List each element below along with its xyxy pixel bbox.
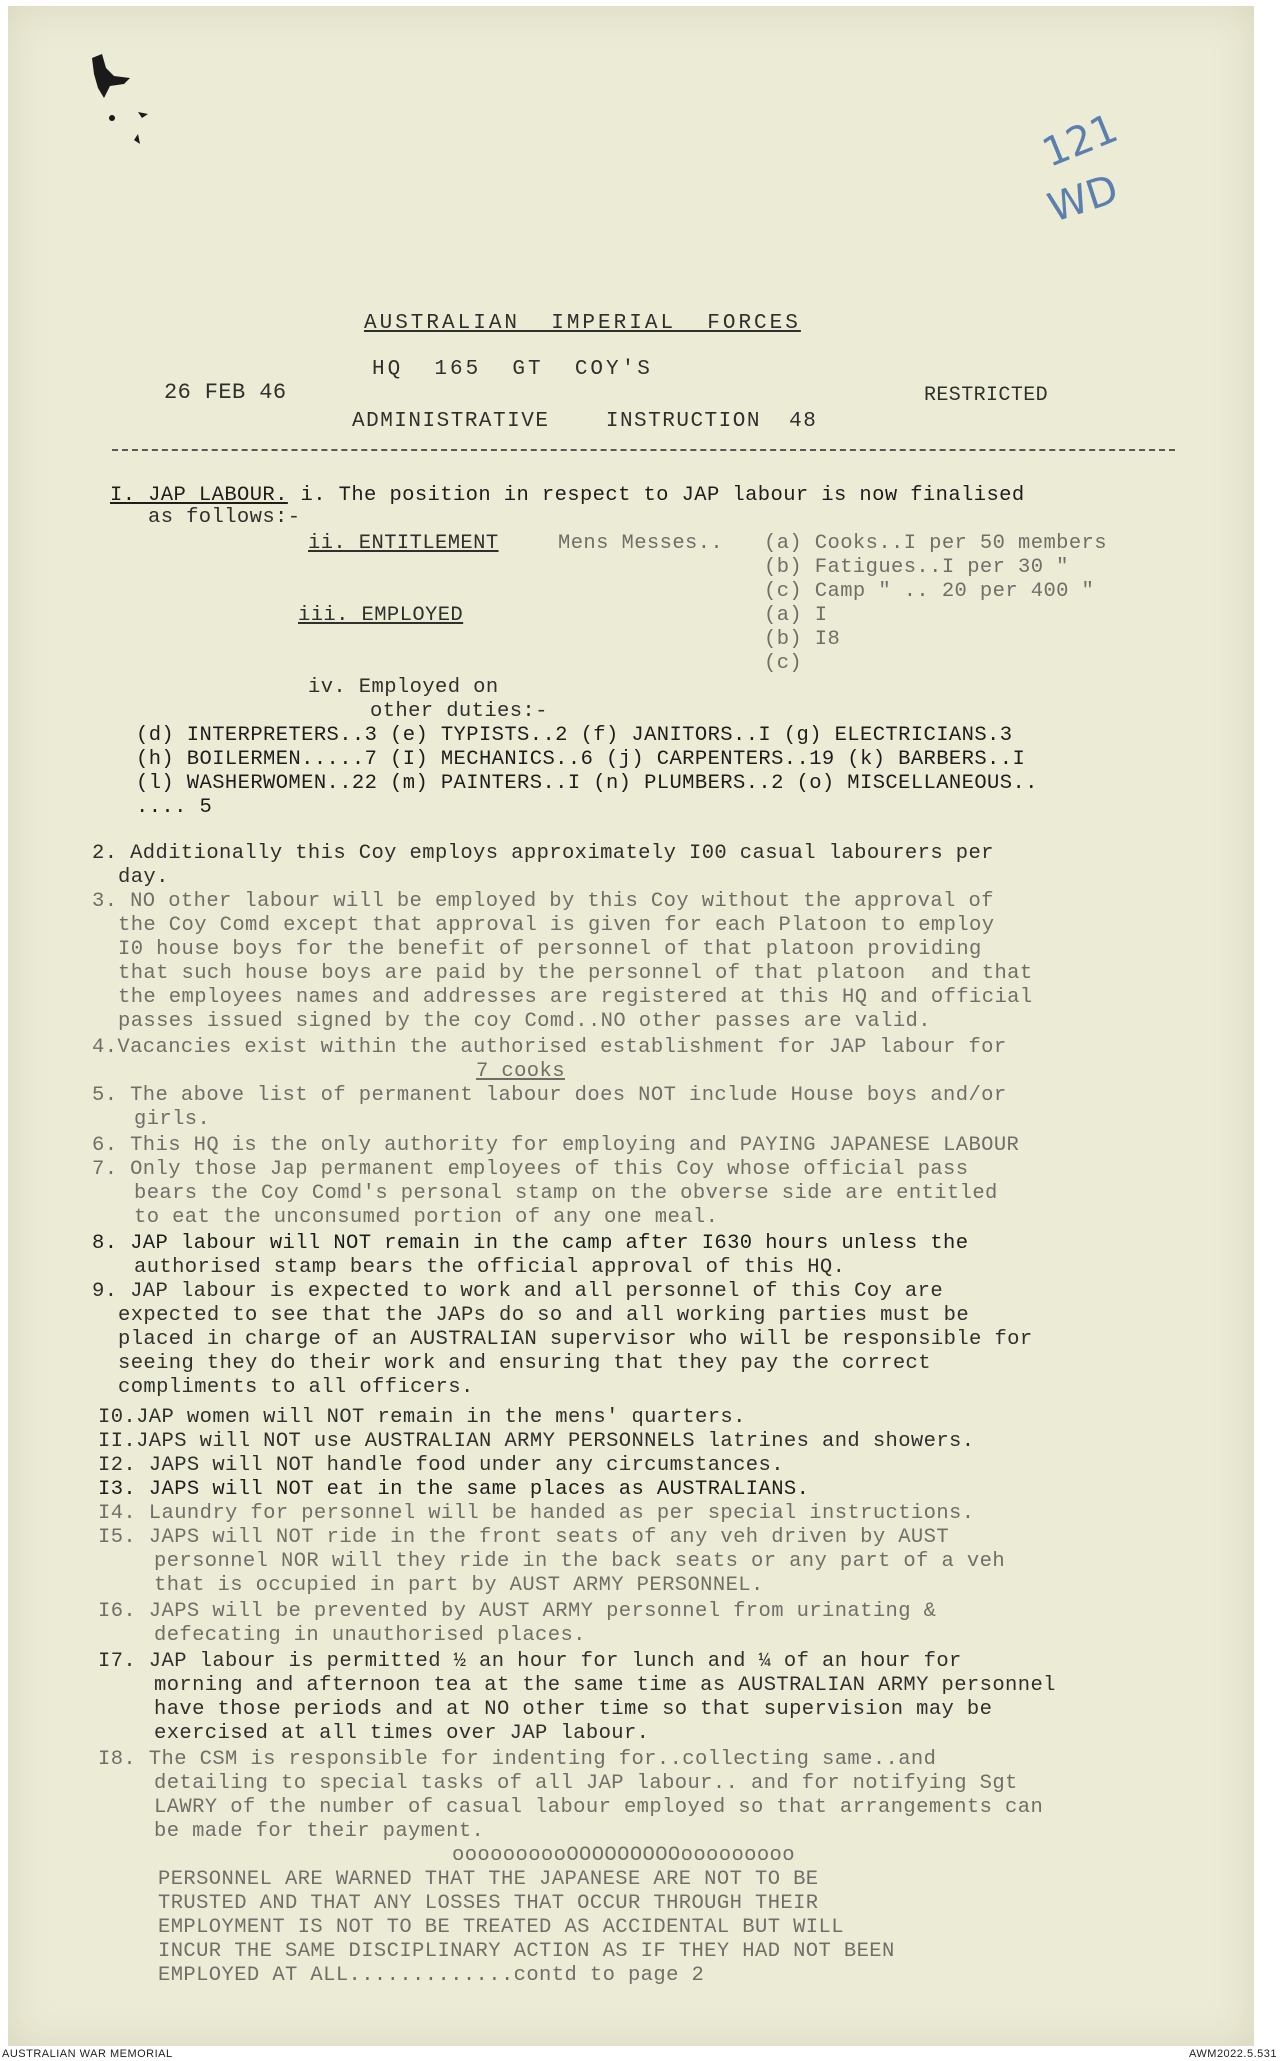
section-line-2: as follows:- (148, 506, 301, 529)
para-9-line-3: placed in charge of an AUSTRALIAN supervisor who will be responsible for (118, 1328, 1033, 1351)
para-7-line-2: bears the Coy Comd's personal stamp on the obverse side are entitled (134, 1182, 998, 1205)
employed-label: iii. EMPLOYED (298, 604, 464, 627)
header-divider (112, 449, 1175, 451)
para-9-line-1: 9. JAP labour is expected to work and all personnel of this Coy are (92, 1280, 944, 1303)
para-17-line-3: have those periods and at NO other time so that supervision may be (154, 1698, 993, 1721)
duties-row-3: (l) WASHERWOMEN..22 (m) PAINTERS..I (n) PLUMBERS..2 (o) MISCELLANEOUS.. (136, 772, 1038, 795)
para-9-line-2: expected to see that the JAPs do so and all working parties must be (118, 1304, 970, 1327)
para-18-line-2: detailing to special tasks of all JAP labour.. and for notifying Sgt (154, 1772, 1018, 1795)
para-3-line-5: the employees names and addresses are registered at this HQ and official (118, 986, 1033, 1009)
employed-c: (c) (764, 652, 803, 675)
para-4-line-1: 4.Vacancies exist within the authorised establishment for JAP labour for (92, 1036, 1007, 1059)
para-11: II.JAPS will NOT use AUSTRALIAN ARMY PERSONNELS latrines and showers. (98, 1430, 975, 1453)
para-10: I0.JAP women will NOT remain in the mens' quarters. (98, 1406, 746, 1429)
warning-line-5: EMPLOYED AT ALL.............contd to page 2 (158, 1964, 705, 1987)
warning-line-2: TRUSTED AND THAT ANY LOSSES THAT OCCUR THROUGH THEIR (158, 1892, 819, 1915)
para-7-line-1: 7. Only those Jap permanent employees of this Coy whose official pass (92, 1158, 969, 1181)
para-17-line-4: exercised at all times over JAP labour. (154, 1722, 650, 1745)
para-17-line-1: I7. JAP labour is permitted ½ an hour for lunch and ¼ of an hour for (98, 1650, 962, 1673)
para-15-line-2: personnel NOR will they ride in the back seats or any part of a veh (154, 1550, 1006, 1573)
employed-a: (a) I (764, 604, 828, 627)
para-13: I3. JAPS will NOT eat in the same places as AUSTRALIANS. (98, 1478, 810, 1501)
para-3-line-2: the Coy Comd except that approval is given for each Platoon to employ (118, 914, 995, 937)
para-6-line-1: 6. This HQ is the only authority for employing and PAYING JAPANESE LABOUR (92, 1134, 1020, 1157)
other-duties-line-1: iv. Employed on (308, 676, 499, 699)
duties-row-2: (h) BOILERMEN.....7 (I) MECHANICS..6 (j) CARPENTERS..19 (k) BARBERS..I (136, 748, 1026, 771)
para-3-line-4: that such house boys are paid by the personnel of that platoon and that (118, 962, 1033, 985)
para-16-line-1: I6. JAPS will be prevented by AUST ARMY personnel from urinating & (98, 1600, 937, 1623)
duties-row-4: .... 5 (136, 796, 213, 819)
header-instruction: ADMINISTRATIVE INSTRUCTION 48 (352, 410, 818, 433)
section-line-1: i. The position in respect to JAP labour is now finalised (287, 484, 1025, 507)
para-7-line-3: to eat the unconsumed portion of any one meal. (134, 1206, 719, 1229)
para-9-line-4: seeing they do their work and ensuring that they pay the correct (118, 1352, 931, 1375)
entitlement-label: ii. ENTITLEMENT (308, 532, 499, 555)
classification-label: RESTRICTED (924, 384, 1049, 407)
footer-left-label: AUSTRALIAN WAR MEMORIAL (2, 2048, 173, 2060)
para-17-line-2: morning and afternoon tea at the same time as AUSTRALIAN ARMY personnel (154, 1674, 1056, 1697)
para-8-line-1: 8. JAP labour will NOT remain in the camp after I630 hours unless the (92, 1232, 969, 1255)
header-unit: HQ 165 GT COY'S (372, 358, 653, 381)
header-date: 26 FEB 46 (164, 380, 287, 405)
footer-right-label: AWM2022.5.531 (1188, 2048, 1277, 2060)
para-15-line-3: that is occupied in part by AUST ARMY PERSONNEL. (154, 1574, 764, 1597)
para-18-line-1: I8. The CSM is responsible for indenting for..collecting same..and (98, 1748, 937, 1771)
para-14: I4. Laundry for personnel will be handed as per special instructions. (98, 1502, 975, 1525)
section-heading (110, 484, 1025, 508)
warning-line-1: PERSONNEL ARE WARNED THAT THE JAPANESE ARE NOT TO BE (158, 1868, 819, 1891)
para-3-line-3: I0 house boys for the benefit of personnel of that platoon providing (118, 938, 982, 961)
header-title: AUSTRALIAN IMPERIAL FORCES (364, 312, 801, 335)
entitlement-messes: Mens Messes.. (558, 532, 724, 555)
para-5-line-1: 5. The above list of permanent labour does NOT include House boys and/or (92, 1084, 1007, 1107)
entitlement-cooks: (a) Cooks..I per 50 members (764, 532, 1107, 555)
warning-line-4: INCUR THE SAME DISCIPLINARY ACTION AS IF THEY HAD NOT BEEN (158, 1940, 895, 1963)
other-duties-line-2: other duties:- (370, 700, 548, 723)
para-16-line-2: defecating in unauthorised places. (154, 1624, 586, 1647)
para-18-line-4: be made for their payment. (154, 1820, 485, 1843)
handwritten-number: 121 (1036, 105, 1125, 177)
para-9-line-5: compliments to all officers. (118, 1376, 474, 1399)
entitlement-camp: (c) Camp " .. 20 per 400 " (764, 580, 1095, 603)
para-12: I2. JAPS will NOT handle food under any circumstances. (98, 1454, 784, 1477)
para-15-line-1: I5. JAPS will NOT ride in the front seats of any veh driven by AUST (98, 1526, 950, 1549)
ink-blot-mark (84, 48, 154, 148)
para-3-line-6: passes issued signed by the coy Comd..NO other passes are valid. (118, 1010, 931, 1033)
para-5-line-2: girls. (134, 1108, 211, 1131)
section-heading-label: I. JAP LABOUR. (110, 484, 288, 507)
warning-line-3: EMPLOYMENT IS NOT TO BE TREATED AS ACCIDENTAL BUT WILL (158, 1916, 844, 1939)
para-2-line-1: 2. Additionally this Coy employs approximately I00 casual labourers per (92, 842, 994, 865)
para-18-line-3: LAWRY of the number of casual labour employed so that arrangements can (154, 1796, 1044, 1819)
handwritten-annotation (1030, 105, 1140, 240)
section-divider-text: oooooooooOOOOOOOOOooooooooo (452, 1844, 795, 1867)
para-4-line-2: 7 cooks (476, 1060, 565, 1083)
para-3-line-1: 3. NO other labour will be employed by this Coy without the approval of (92, 890, 994, 913)
para-8-line-2: authorised stamp bears the official approval of this HQ. (134, 1256, 846, 1279)
handwritten-initials: WD (1042, 166, 1124, 232)
duties-row-1: (d) INTERPRETERS..3 (e) TYPISTS..2 (f) JANITORS..I (g) ELECTRICIANS.3 (136, 724, 1013, 747)
para-2-line-2: day. (118, 866, 169, 889)
employed-b: (b) I8 (764, 628, 841, 651)
entitlement-fatigues: (b) Fatigues..I per 30 " (764, 556, 1069, 579)
